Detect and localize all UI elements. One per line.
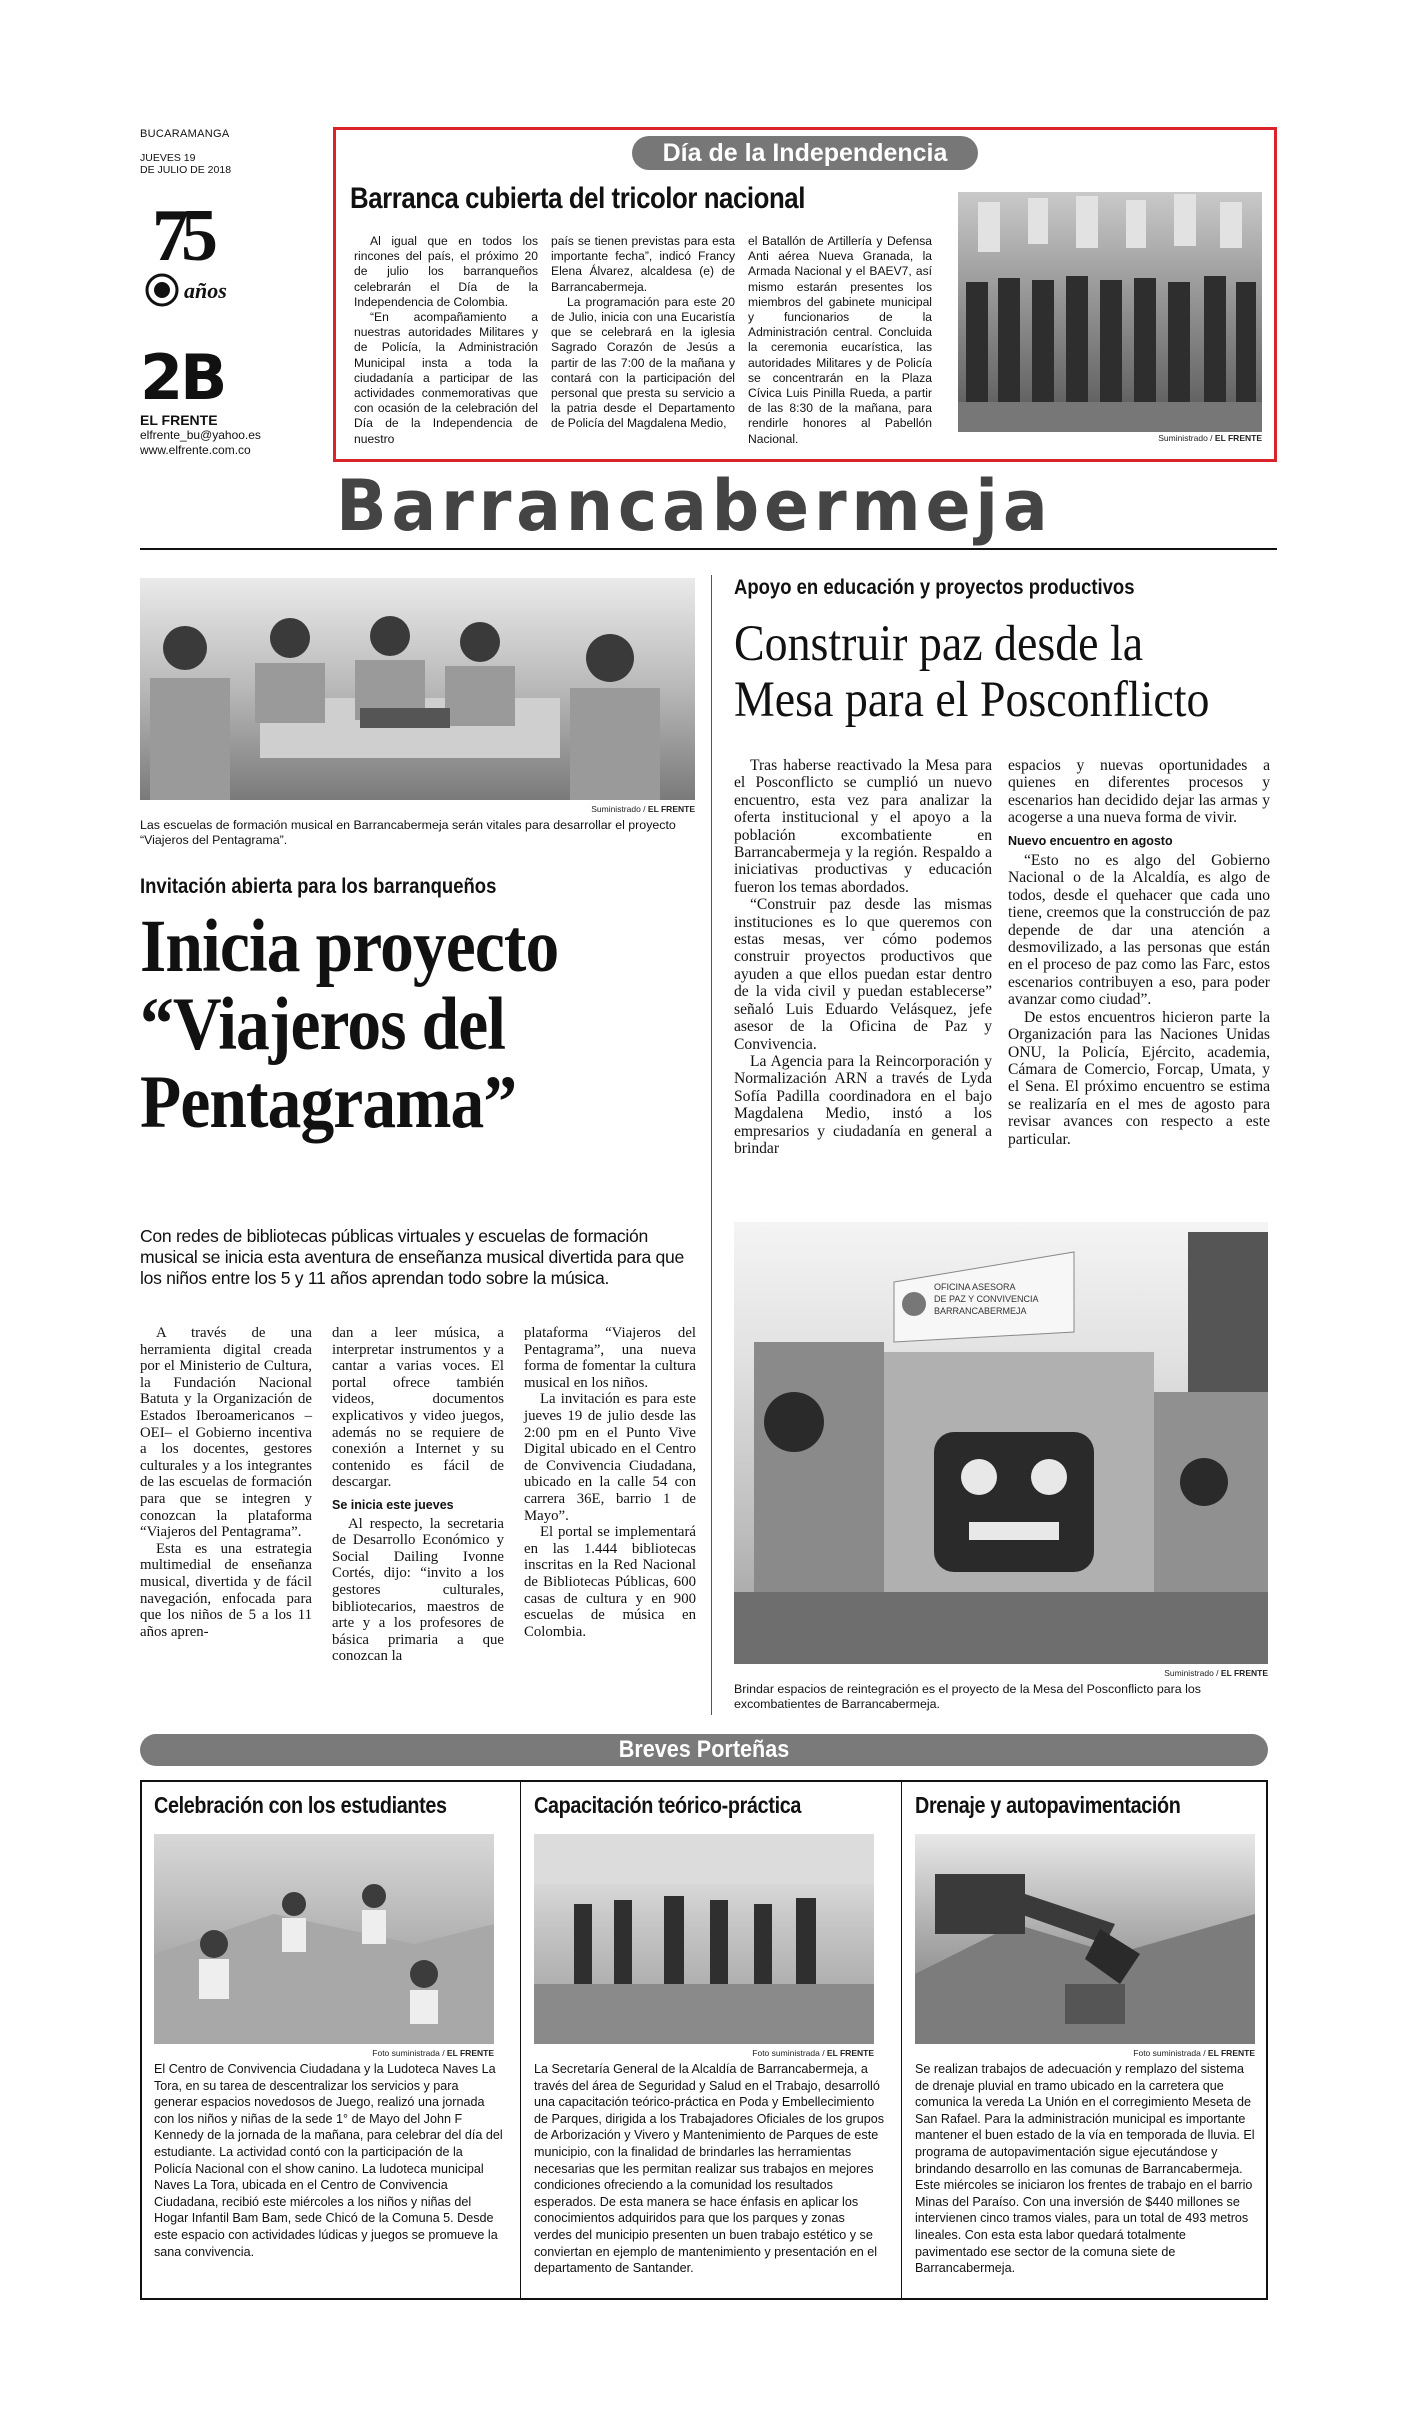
briefs-box bbox=[140, 1780, 1268, 2300]
brief-2-title: Capacitación teórico-práctica bbox=[534, 1792, 802, 1818]
children-playground-illustration bbox=[154, 1834, 494, 2044]
briefs-bar bbox=[140, 1734, 1268, 1766]
peace-photo-caption: Brindar espacios de reintegración es el proyecto de la Mesa del Posconflicto para los excombatientes de Barrancabermeja. bbox=[734, 1682, 1201, 1711]
independence-headline: Barranca cubierta del tricolor nacional bbox=[350, 182, 805, 215]
workers-training-illustration bbox=[534, 1834, 874, 2044]
brief-3-photo bbox=[915, 1834, 1255, 2044]
office-sign-line1: OFICINA ASESORA bbox=[934, 1282, 1016, 1292]
excavator-illustration bbox=[915, 1834, 1255, 2044]
meeting-illustration bbox=[140, 578, 695, 800]
independence-photo-credit: Suministrado / EL FRENTE bbox=[1158, 433, 1262, 443]
music-col3: plataforma “Viajeros del Pentagrama”, una nueva forma de fomentar la cultura musical en los niños. La invitación es para este jueves 19 de julio desde las 2:00 pm en el Punto Vive Digital ubicado en el Centro de Convivencia Ciudadana, ubicado en la calle 54 con carrera 36E, barrio 1 de Mayo”. El portal se implementará en las 1.444 bibliotecas inscritas en la Red Nacional de Bibliotecas Públicas, 600 casas de cultura y en 900 escuelas de música en Colombia. bbox=[524, 1325, 696, 1640]
music-deck: Con redes de bibliotecas públicas virtuales y escuelas de formación musical se inicia esta aventura de enseñanza musical divertida para que los niños entre los 5 y 11 años aprendan todo sobre la música. bbox=[140, 1226, 684, 1288]
anniversary-logo bbox=[144, 195, 254, 310]
peace-col2-subhead: Nuevo encuentro en agosto bbox=[1008, 833, 1173, 848]
column-divider bbox=[711, 575, 712, 1715]
peace-headline bbox=[734, 616, 1262, 728]
office-sign-line2: DE PAZ Y CONVIVENCIA bbox=[934, 1294, 1039, 1304]
anniversary-number: 75 bbox=[152, 195, 210, 277]
music-headline bbox=[140, 905, 760, 1144]
date-line1: JUEVES 19 bbox=[140, 152, 196, 164]
office-sign-logo-icon bbox=[902, 1292, 926, 1316]
brief-1-photo bbox=[154, 1834, 494, 2044]
music-col2: dan a leer música, a interpretar instrumentos y a cantar a varias voces. El portal ofrece también videos, documentos explicativos y video juegos, además no se requiere de conexión a Internet y su contenido es fácil de descargar. Se inicia este jueves Al respecto, la secretaria de Desarrollo Económico y Social Dailing Ivonne Cortés, dijo: “invito a los gestores culturales, bibliotecarios, maestros de arte y a los profesores de básica primaria a que conozcan la bbox=[332, 1325, 504, 1665]
page-number: 2B bbox=[140, 341, 225, 414]
peace-office-photo bbox=[734, 1222, 1268, 1664]
soldiers-flags-photo bbox=[958, 192, 1262, 432]
brief-2-credit: Foto suministrada / EL FRENTE bbox=[752, 2048, 874, 2058]
brief-1-credit: Foto suministrada / EL FRENTE bbox=[372, 2048, 494, 2058]
office-mural-illustration bbox=[734, 1222, 1268, 1664]
section-rule bbox=[140, 548, 1277, 550]
city-label: BUCARAMANGA bbox=[140, 128, 230, 140]
independence-col2: país se tienen previstas para esta importante fecha”, indicó Francy Elena Álvarez, alcaldesa (e) de Barrancabermeja. La programación para este 20 de Julio, inicia con una Eucaristía que se celebrará en la iglesia Sagrado Corazón de Jesús a partir de las 7:00 de la mañana y contará con la participación del personal que presta su servicio a la patria desde el Departamento de Policía del Magdalena Medio, bbox=[551, 234, 735, 431]
independence-col1: Al igual que en todos los rincones del país, el próximo 20 de julio los barranqueños celebrarán el Día de la Independencia de Colombia. “En acompañamiento a nuestras autoridades Militares y de Policía, la Administración Municipal insta a toda la ciudadanía a participar de las actividades conmemorativas que con ocasión de la celebración del Día de la Independencia de nuestro bbox=[354, 234, 538, 446]
peace-col1: Tras haberse reactivado la Mesa para el Posconflicto se cumplió un nuevo encuentro, esta vez para analizar la oferta institucional y el apoyo a la población excombatiente en Barrancabermeja y la región. Respaldo a iniciativas productivas y educación fueron los temas abordados. “Construir paz desde las mismas instituciones es lo que queremos con estas mesas, ver cómo podemos construir proyectos productivos que ayuden a que ellos puedan estar dentro de la vida civil y puedan establecerse” señaló Luis Eduardo Velásquez, jefe asesor de la Oficina de Paz y Convivencia. La Agencia para la Reincorporación y Normalización ARN a través de Lyda Sofía Padilla coordinadora en el bajo Magdalena Medio, instó a los empresarios y ciudadanía en general a brindar bbox=[734, 757, 992, 1157]
masthead bbox=[140, 128, 320, 457]
brief-1-text: El Centro de Convivencia Ciudadana y la Ludoteca Naves La Tora, en su tarea de descentralizar los servicios y para generar espacios novedosos de Juego, realizó una jornada con los niños y niñas de la sede 1° de Mayo del John F Kennedy de la jornada de la mañana, para celebrar del día del estudiante. La actividad contó con la participación de la Policía Nacional con el show canino. La ludoteca municipal Naves La Tora, ubicada en el Centro de Convivencia Ciudadana, recibió este miércoles a los niños y niñas del Hogar Infantil Bam Bam, sede Chicó de la Comuna 5. Desde este espacio con actividades lúdicas y juegos se promueve la sana convivencia. bbox=[154, 2062, 503, 2259]
brief-3-text: Se realizan trabajos de adecuación y remplazo del sistema de drenaje pluvial en tramo ubicado en la carretera que comunica la vereda La Unión en el corregimiento Meseta de San Rafael. Para la administración municipal es importante mantener el buen estado de la vía en temporada de lluvia. El programa de autopavimentación sigue ejecutándose y brindando desarrollo en las comunas de Barrancabermeja. Este miércoles se iniciaron los frentes de trabajo en el barrio Minas del Paraíso. Con una inversión de $440 millones se intervienen cinco tramos viales, para un total de 493 metros lineales. Con esta esta labor quedará totalmente pavimentado ese sector de la comuna siete de Barrancabermeja. bbox=[915, 2062, 1255, 2276]
briefs-divider-2 bbox=[901, 1782, 902, 2298]
anniversary-seal-icon bbox=[144, 272, 184, 308]
date-line2: DE JULIO DE 2018 bbox=[140, 164, 232, 176]
brief-3-title: Drenaje y autopavimentación bbox=[915, 1792, 1181, 1818]
independence-col3: el Batallón de Artillería y Defensa Anti aérea Nueva Granada, la Armada Nacional y el BAEV7, así mismo estarán presentes los miembros del gabinete municipal y funcionarios de la Administración central. Concluida la ceremonia eucarística, las autoridades Militares y de Policía se concentrarán en la Plaza Cívica Luis Pinilla Rueda, a partir de las 8:30 de la mañana, para rendirle honores al Pabellón Nacional. bbox=[748, 234, 932, 446]
briefs-divider-1 bbox=[520, 1782, 521, 2298]
music-col1: A través de una herramienta digital creada por el Ministerio de Cultura, la Fundación Nacional Batuta y la Organización de Estados Iberoamericanos –OEI– el Gobierno incentiva a los docentes, gestores culturales y a los integrantes de las escuelas de formación para que se integren y conozcan la plataforma “Viajeros del Pentagrama”. Esta es una estrategia multimedial de enseñanza musical, divertida y de fácil navegación, enfocada para que los niños de 5 a los 11 años apren- bbox=[140, 1325, 312, 1640]
brief-1-title: Celebración con los estudiantes bbox=[154, 1792, 447, 1818]
music-headline-line1: Inicia proyecto bbox=[140, 905, 559, 988]
peace-headline-line1: Construir paz desde la bbox=[734, 616, 1144, 672]
music-headline-line3: Pentagrama” bbox=[140, 1061, 517, 1144]
music-photo-caption: Las escuelas de formación musical en Barrancabermeja serán vitales para desarrollar el proyecto “Viajeros del Pentagrama”. bbox=[140, 818, 676, 847]
brief-3-credit: Foto suministrada / EL FRENTE bbox=[1133, 2048, 1255, 2058]
anniversary-word: años bbox=[184, 278, 227, 303]
independence-tag: Día de la Independencia bbox=[632, 136, 978, 170]
peace-photo-credit: Suministrado / EL FRENTE bbox=[1164, 1668, 1268, 1678]
peace-col2: espacios y nuevas oportunidades a quienes en diferentes procesos y escenarios han decidido dejar las armas y acogerse a una nueva forma de vivir. Nuevo encuentro en agosto “Esto no es algo del Gobierno Nacional o de la Alcaldía, es algo de todos, desde el quehacer que cada uno tiene, creemos que la construcción de paz depende de dar una atención a desmovilizado, a las personas que están en el proceso de paz como las Farc, estos escenarios contribuyen a eso, para poder avanzar como ciudad”. De estos encuentros hicieron parte la Organización para las Naciones Unidas ONU, la Policía, Ejército, academia, Cámara de Comercio, Forcap, Umata, y el Sena. El próximo encuentro se estima se realizaría en el mes de agosto para revisar avances con respecto a este particular. bbox=[1008, 757, 1270, 1148]
office-sign-line3: BARRANCABERMEJA bbox=[934, 1306, 1027, 1316]
section-title: Barrancabermeja bbox=[336, 465, 1053, 547]
peace-kicker: Apoyo en educación y proyectos productivos bbox=[734, 576, 1135, 599]
music-col2-subhead: Se inicia este jueves bbox=[332, 1497, 454, 1512]
music-kicker: Invitación abierta para los barranqueños bbox=[140, 875, 497, 898]
music-meeting-photo bbox=[140, 578, 695, 800]
brief-2-text: La Secretaría General de la Alcaldía de Barrancabermeja, a través del área de Seguridad y Salud en el Trabajo, desarrolló una capacitación teórico-práctica en Poda y Embellecimiento de Parques, dirigida a los Trabajadores Oficiales de los grupos de Arborización y Vivero y Mantenimiento de Parques de este municipio, con la finalidad de brindarles las herramientas necesarias que les permitan realizar sus trabajos en mejores condiciones ofreciendo a la comunidad los resultados esperados. De esta manera se hace énfasis en aplicar los conocimientos adquiridos para que los parques y zonas verdes del municipio presenten un buen trabajo estético y se conviertan en ejemplo de mantenimiento y presentación en el departamento de Santander. bbox=[534, 2062, 885, 2276]
soldiers-illustration bbox=[958, 192, 1262, 432]
brief-2-photo bbox=[534, 1834, 874, 2044]
briefs-bar-title: Breves Porteñas bbox=[618, 1736, 790, 1763]
website-text: www.elfrente.com.co bbox=[140, 443, 251, 457]
music-headline-line2: “Viajeros del bbox=[140, 983, 506, 1066]
email-text: elfrente_bu@yahoo.es bbox=[140, 428, 261, 442]
independence-box bbox=[333, 127, 1277, 462]
music-photo-credit: Suministrado / EL FRENTE bbox=[591, 804, 695, 814]
peace-headline-line2: Mesa para el Posconflicto bbox=[734, 672, 1210, 728]
paper-name: EL FRENTE bbox=[140, 412, 218, 428]
